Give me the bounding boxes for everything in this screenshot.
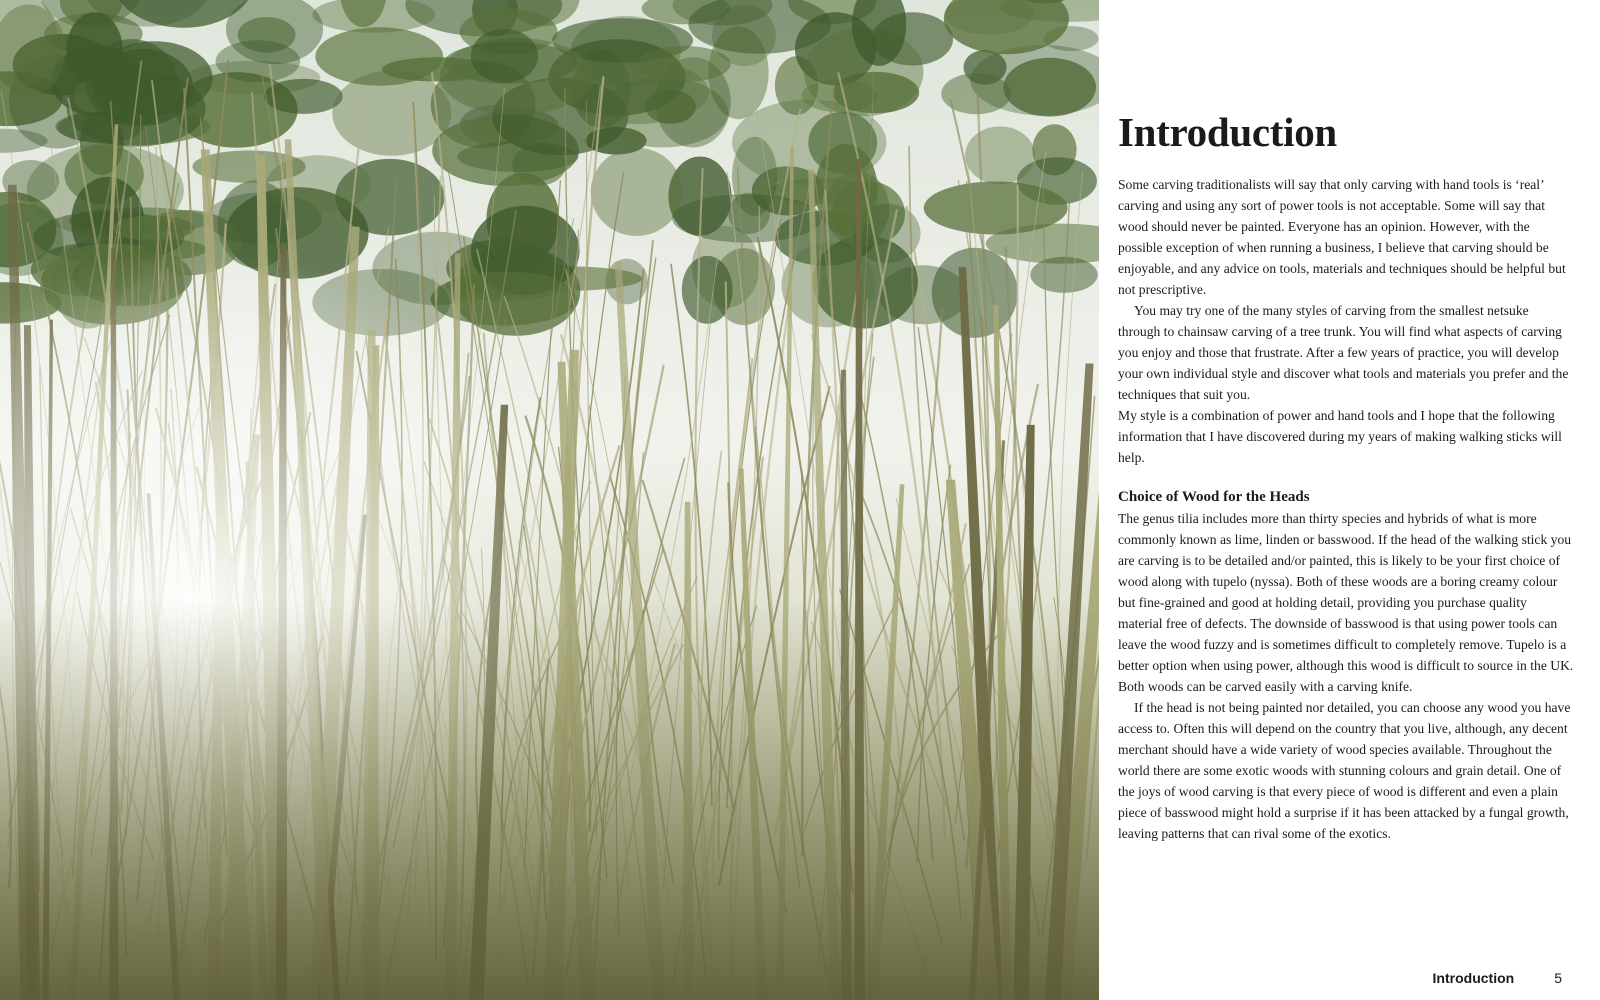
section-paragraph-2: If the head is not being painted nor detailed, you can choose any wood you have access to. Often this will depend on the country that you live, although, any decent merchant should have a wide variety of wood species available. Throughout the world there are some exotic woods with stunning colours and grain detail. One of the joys of wood carving is that every piece of wood is different and even a plain piece of basswood might hold a surprise if it has been attacked by a fungal growth, leaving patterns that can rival some of the exotics. [1118,700,1571,841]
running-head: Introduction [1432,970,1515,986]
intro-paragraph-2: You may try one of the many styles of carving from the smallest netsuke through to chainsaw carving of a tree trunk. You will find what aspects of carving you enjoy and those that frustrate. After a few years of practice, you will develop your own individual style and discover what tools and materials you prefer and the techniques that suit you. [1118,303,1569,402]
page-title: Introduction [1118,109,1337,155]
page-footer [1433,970,1562,986]
page-number: 5 [1554,970,1562,986]
intro-paragraph-3: My style is a combination of power and hand tools and I hope that the following information that I have discovered during my years of making walking sticks will help. [1118,408,1562,465]
text-column [1118,108,1574,844]
section-paragraph-1: The genus tilia includes more than thirty species and hybrids of what is more commonly known as lime, linden or basswood. If the head of the walking stick you are carving is to be detailed and/or painted, this is likely to be your first choice of wood along with tupelo (nyssa). Both of these woods are a boring creamy colour but fine-grained and good at holding detail, providing you purchase quality material free of defects. The downside of basswood is that using power tools can leave the wood fuzzy and is sometimes difficult to completely remove. Tupelo is a better option when using power, although this wood is difficult to source in the UK. Both woods can be carved easily with a carving knife. [1118,511,1574,694]
intro-paragraph-1: Some carving traditionalists will say that only carving with hand tools is ‘real’ carving and using any sort of power tools is not acceptable. Some will say that wood should never be painted. Everyone has an opinion. However, with the possible exception of when running a business, I believe that carving should be enjoyable, and any advice on tools, materials and techniques should be helpful but not prescriptive. [1118,177,1566,297]
section-heading: Choice of Wood for the Heads [1118,489,1310,505]
